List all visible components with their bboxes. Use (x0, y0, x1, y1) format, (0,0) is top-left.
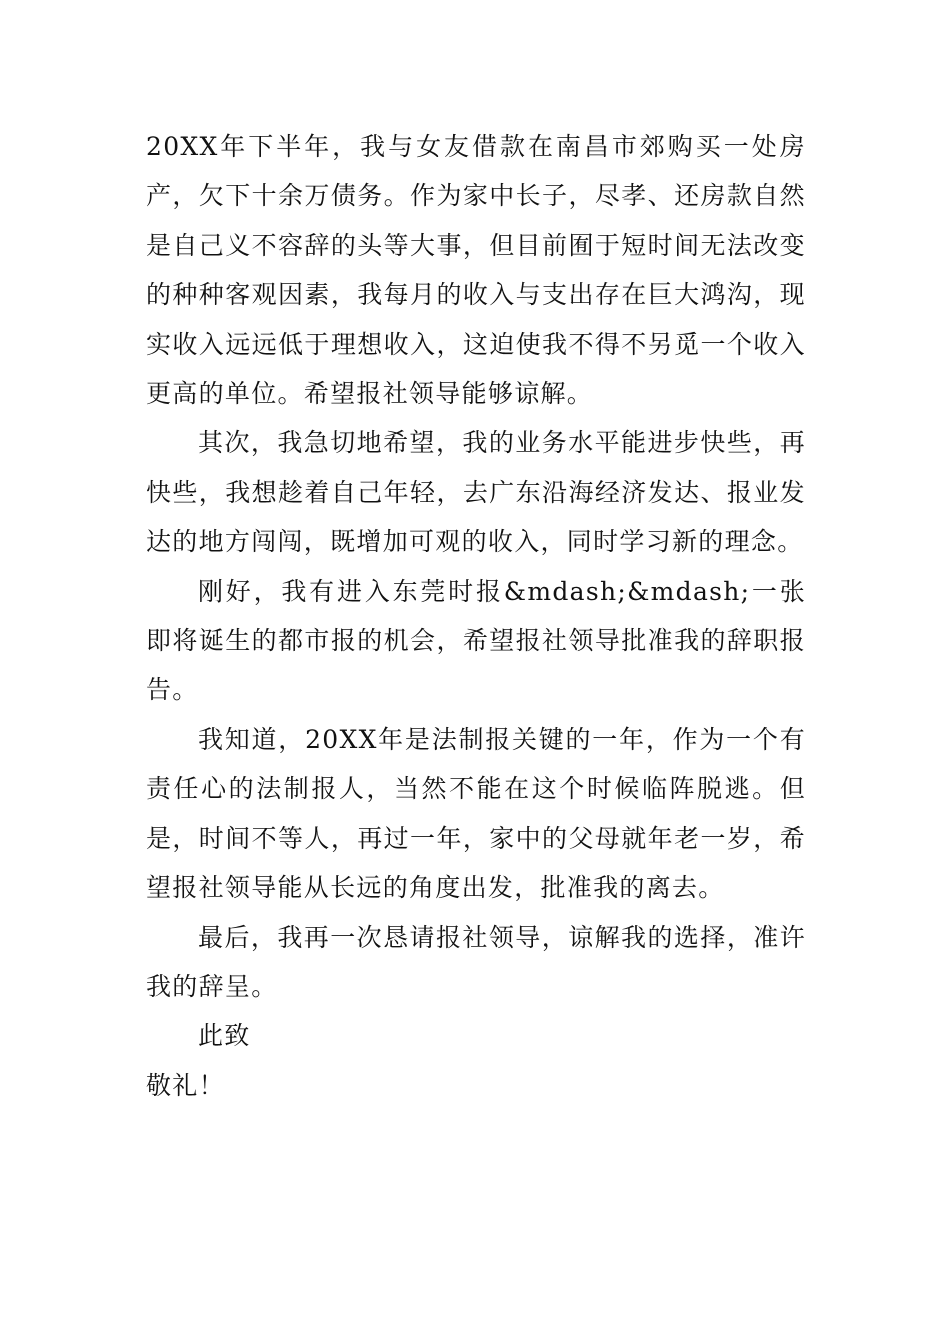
closing-line: 此致 (198, 1021, 251, 1051)
paragraph-final-request: 最后，我再一次恳请报社领导，谅解我的选择，准许我的辞呈。 (146, 922, 806, 1001)
paragraph-debt: 20XX年下半年，我与女友借款在南昌市郊购买一处房产，欠下十余万债务。作为家中长子，尽孝、还房款自然是自己义不容辞的头等大事，但目前囿于短时间无法改变的种种客观因素，我每月的收入与支出存在巨大鸿沟，现实收入远远低于理想收入，这迫使我不得不另觅一个收入更高的单位。希望报社领导能够谅解。 (146, 132, 806, 409)
paragraph-new-opportunity: 刚好，我有进入东莞时报&mdash;&mdash;一张即将诞生的都市报的机会，希望报社领导批准我的辞职报告。 (146, 576, 806, 705)
paragraph-career-growth: 其次，我急切地希望，我的业务水平能进步快些，再快些，我想趁着自己年轻，去广东沿海经济发达、报业发达的地方闯闯，既增加可观的收入，同时学习新的理念。 (146, 428, 806, 557)
paragraph-key-year: 我知道，20XX年是法制报关键的一年，作为一个有责任心的法制报人，当然不能在这个时候临阵脱逃。但是，时间不等人，再过一年，家中的父母就年老一岁，希望报社领导能从长远的角度出发，批准我的离去。 (146, 724, 806, 903)
document-body (146, 122, 806, 1110)
salutation-line: 敬礼！ (146, 1070, 225, 1100)
